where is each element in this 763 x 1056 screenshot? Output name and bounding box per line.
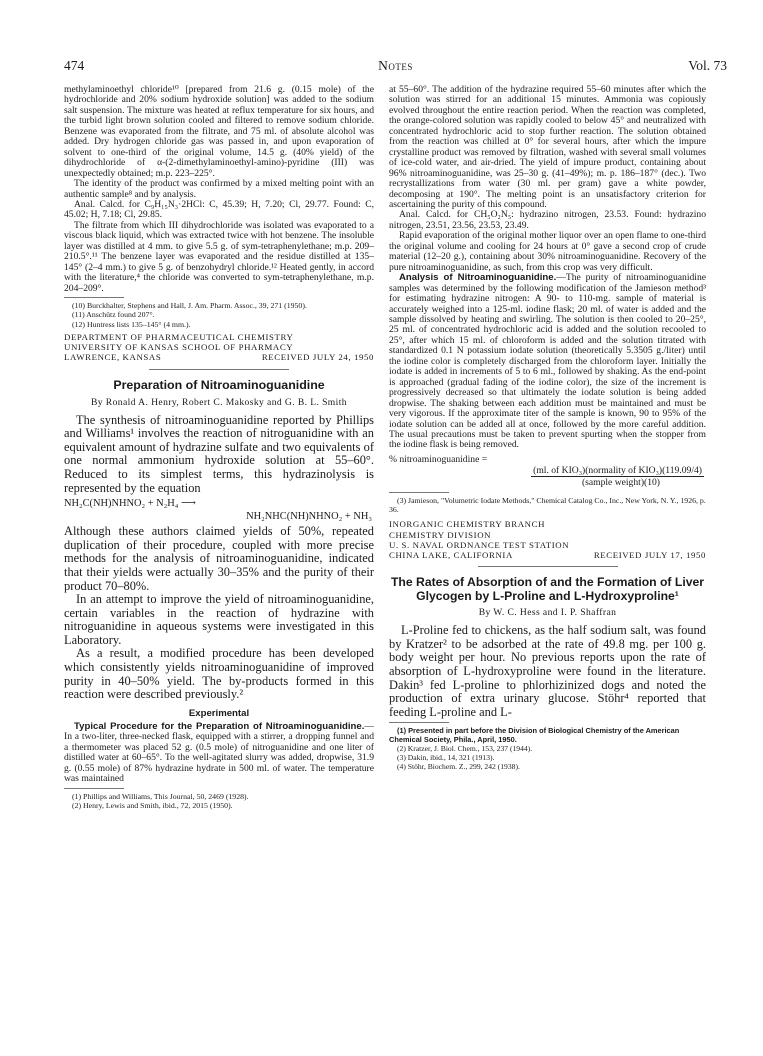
affiliation-row: [64, 352, 374, 362]
analysis-line: Anal. Calcd. for C₉H₁₅N₃·2HCl: C, 45.39; H, 7.20; Cl, 29.77. Found: C, 45.02; H, 7.18; Cl, 29.85.: [64, 198, 374, 221]
footnote: (3) Dakin, ibid., 14, 321 (1913).: [397, 753, 495, 763]
affiliation-line: DEPARTMENT OF PHARMACEUTICAL CHEMISTRY: [64, 331, 294, 342]
paragraph-text: —In a two-liter, three-necked flask, equipped with a stirrer, a dropping funnel and a thermometer was placed 52 g. (0.5 mole) of nitroguanidine and one liter of distilled water at 60–65°. To the well-agitated slurry was added, dropwise, 31.9 g. (0.55 mole) of 87% hydrazine hydrate in 500 ml. of water. The temperature was maintained: [64, 720, 374, 785]
footnote-rule: [389, 722, 449, 723]
affiliation-line: U. S. NAVAL ORDNANCE TEST STATION: [389, 539, 570, 550]
paragraph: methylaminoethyl chloride¹⁰ [prepared from 21.6 g. (0.15 mole) of the hydrochloride and 20% sodium hydroxide solution] was added to the sodium salt suspension. The mixture was heated at reflux temperature for six hours, and the turbid light brown solution cooled and filtered to remove sodium chloride. Benzene was evaporated from the filtrate, and 75 ml. of absolute alcohol was added. Dry hydrogen chloride gas was passed in, and upon evaporation of solvent to one-third of the original volume, 14.5 g. (40% yield) of the dihydrochloride of α-(2-dimethylaminoethyl-amino)-pyridine (III) was unexpectedly obtained; m.p. 223–225°.: [64, 84, 374, 179]
article-authors: By W. C. Hess and I. P. Shaffran: [478, 607, 617, 619]
article-title: The Rates of Absorption of and the Formation of Liver Glycogen by L-Proline and L-Hydroxyproline¹: [390, 575, 705, 604]
body-paragraph: As a result, a modified procedure has been developed which consistently yields nitroaminoguanidine of improved purity in 40–50% yield. The by-products formed in this reaction were described previously.²: [64, 646, 374, 702]
paragraph: Rapid evaporation of the original mother liquor over an open flame to one-third the original volume and cooling for 24 hours at 0° gave a second crop of crude material (12–20 g.), containing about 30% nitroaminoguanidine. Recovery of the pure nitroaminoguanidine, as such, from this crop was very difficult.: [389, 230, 706, 273]
section-heading: Experimental: [188, 707, 250, 719]
paragraph-text: —The purity of nitroaminoguanidine samples was determined by the following modification of the Jamieson method³ for estimating hydrazine nitrogen: A 90- to 110-mg. sample of material is accurately weighed into a 125-ml. iodine flask; 20 ml. of water is added and the sample dissolved by heating and swirling. The solution is then cooled to 20–25°, 25 ml. of concentrated hydrochloric acid is added and the solution recooled to 25°, after which 15 ml. of chloroform is added and the solution titrated with standardized 0.1 N potassium iodate solution (theoretically 5.3505 g./liter) until the iodine color is completely discharged from the chloroform layer. Initially the iodate is added in increments of 5 to 6 ml., followed by shaking. As the end-point is approached (gradual fading of the iodine color), the size of the increment is progressively decreased so that ultimately the iodate solution is being added dropwise. The shaking between each addition must be maintained and must be very vigorous. If the approximate titer of the sample is known, 90 to 95% of the iodate solution can be added all at once, followed by the more careful addition. The usual precautions must be taken to prevent spurting when the stopper from the iodine flask is being removed.: [389, 272, 707, 451]
analysis-line: Anal. Calcd. for CH₅O₂N₅: hydrazino nitrogen, 23.53. Found: hydrazino nitrogen, 23.51, 23.56, 23.53, 23.49.: [389, 209, 706, 231]
footnote: (1) Presented in part before the Division of Biological Chemistry of the American Chemical Society, Phila., April, 1950.: [389, 726, 680, 745]
equation-line: NH₂NHC(NH)NHNO₂ + NH₃: [246, 511, 372, 523]
volume-number: Vol. 73: [688, 58, 727, 73]
footnote: (2) Henry, Lewis and Smith, ibid., 72, 2015 (1950).: [72, 800, 233, 810]
affiliation-line: INORGANIC CHEMISTRY BRANCH: [389, 519, 546, 530]
body-paragraph: In an attempt to improve the yield of nitroaminoguanidine, certain variables in the reaction of hydrazine with nitroguanidine in aqueous systems were investigated in this Laboratory.: [64, 592, 374, 647]
body-paragraph: Although these authors claimed yields of 50%, repeated duplication of their procedure, coupled with more precise methods for the analysis of nitroaminoguanidine, indicated that their yields were actually 30–35% and the purity of their product 70–80%.: [64, 524, 374, 593]
paragraph: The identity of the product was confirmed by a mixed melting point with an authentic sample⁸ and by analysis.: [64, 178, 374, 200]
affiliation-line: LAWRENCE, KANSAS: [64, 352, 162, 363]
left-column: [64, 85, 374, 810]
formula-denominator: (sample weight)(10): [581, 476, 660, 488]
article-divider: [149, 369, 289, 370]
formula-lhs: % nitroaminoguanidine =: [389, 453, 488, 465]
equation-line: NH₂C(NH)NHNO₂ + N₂H₄ ⟶: [64, 498, 196, 510]
footnote: (10) Burckhalter, Stephens and Hall, J. Am. Pharm. Assoc., 39, 271 (1950).: [72, 301, 307, 311]
affiliation-line: CHINA LAKE, CALIFORNIA: [389, 550, 513, 561]
footnote: (12) Huntress lists 135–145° (4 mm.).: [72, 319, 191, 329]
procedure-paragraph: [64, 722, 374, 785]
article-title: Preparation of Nitroaminoguanidine: [113, 377, 325, 392]
run-in-heading: Typical Procedure for the Preparation of Nitroaminoguanidine.: [74, 720, 365, 732]
article-divider: [478, 566, 618, 567]
affiliation-line: UNIVERSITY OF KANSAS SCHOOL OF PHARMACY: [64, 342, 294, 353]
affiliation-line: CHEMISTRY DIVISION: [389, 529, 492, 540]
footnote: (2) Kratzer, J. Biol. Chem., 153, 237 (1944).: [397, 744, 533, 754]
article-authors: By Ronald A. Henry, Robert C. Makosky and G. B. L. Smith: [90, 396, 348, 408]
formula-numerator: (ml. of KIO₃)(normality of KIO₃)(119.09/4): [533, 464, 702, 476]
received-date: RECEIVED JULY 17, 1950: [593, 550, 706, 561]
running-title: Notes: [378, 58, 413, 73]
run-in-heading: Analysis of Nitroaminoguanidine.: [399, 272, 557, 284]
analysis-paragraph: [389, 273, 706, 451]
running-header: [64, 58, 727, 78]
affiliation-row: [389, 550, 706, 560]
footnote-rule: [389, 492, 449, 493]
paragraph: The filtrate from which III dihydrochloride was isolated was evaporated to a viscous black liquid, which was extracted twice with hot benzene. The insoluble layer was distilled at 4 mm. to give 5.5 g. of sym-tetraphenylethane; m.p. 209–210.5°.¹¹ The benzene layer was evaporated and the residue distilled at 135–145° (2–4 mm.) to give 5 g. of benzohydryl chloride.¹² Heated gently, in accord with the literature,⁴ the chloride was converted to sym-tetraphenylethane, m.p. 204–209°.: [64, 219, 374, 294]
footnote: (3) Jamieson, "Volumetric Iodate Methods," Chemical Catalog Co., Inc., New York, N. Y., 1926, p. 36.: [389, 495, 706, 515]
formula-fraction: [389, 465, 706, 489]
right-column: [389, 85, 706, 771]
body-paragraph: L-Proline fed to chickens, as the half sodium salt, was found by Kratzer² to be adsorbed at the rate of 49.8 mg. per 100 g. body weight per hour. No previous reports upon the rate of absorption of L-hydroxyproline were found in the literature. Dakin³ fed L-proline to phlorhizinized dogs and noted the production of extra urinary glucose. Stöhr⁴ reported that feeding L-proline and L-: [389, 623, 706, 719]
body-paragraph: The synthesis of nitroaminoguanidine reported by Phillips and Williams¹ involves the reaction of nitroguanidine with an equivalent amount of hydrazine sulfate and two equivalents of one normal ammonium hydroxide solution at 55–60°. Reduced to its simplest terms, this hydrazinolysis is represented by the equation: [64, 412, 374, 495]
footnote-rule: [64, 297, 124, 298]
received-date: RECEIVED JULY 24, 1950: [261, 352, 374, 363]
footnote: (4) Stöhr, Biochem. Z., 299, 242 (1938).: [397, 762, 520, 772]
paragraph: at 55–60°. The addition of the hydrazine required 55–60 minutes after which the solution was stirred for an additional 15 minutes. Ammonia was copiously evolved throughout the entire reaction period. When the reaction was completed, the orange-colored solution was rapidly cooled to below 45° and neutralized with concentrated hydrochloric acid to stop further reaction. The solution obtained from the reaction was chilled at 0° for several hours, after which the impure crystalline product was removed by filtration, washed with several small volumes of ice-cold water, and air-dried. The yield of impure product, containing about 96% nitroaminoguanidine, was 25–30 g. (41–49%); m. p. 186–187° (dec.). Two recrystallizations from water (30 ml. per gram) gave a white powder, decomposing at 190°. The melting point is an unsatisfactory criterion for ascertaining the purity of this compound.: [389, 84, 706, 210]
footnote: (11) Anschütz found 207°.: [72, 310, 155, 320]
page-number: 474: [64, 58, 85, 73]
footnote: (1) Phillips and Williams, This Journal, 50, 2469 (1928).: [72, 791, 249, 801]
footnote-rule: [64, 788, 124, 789]
